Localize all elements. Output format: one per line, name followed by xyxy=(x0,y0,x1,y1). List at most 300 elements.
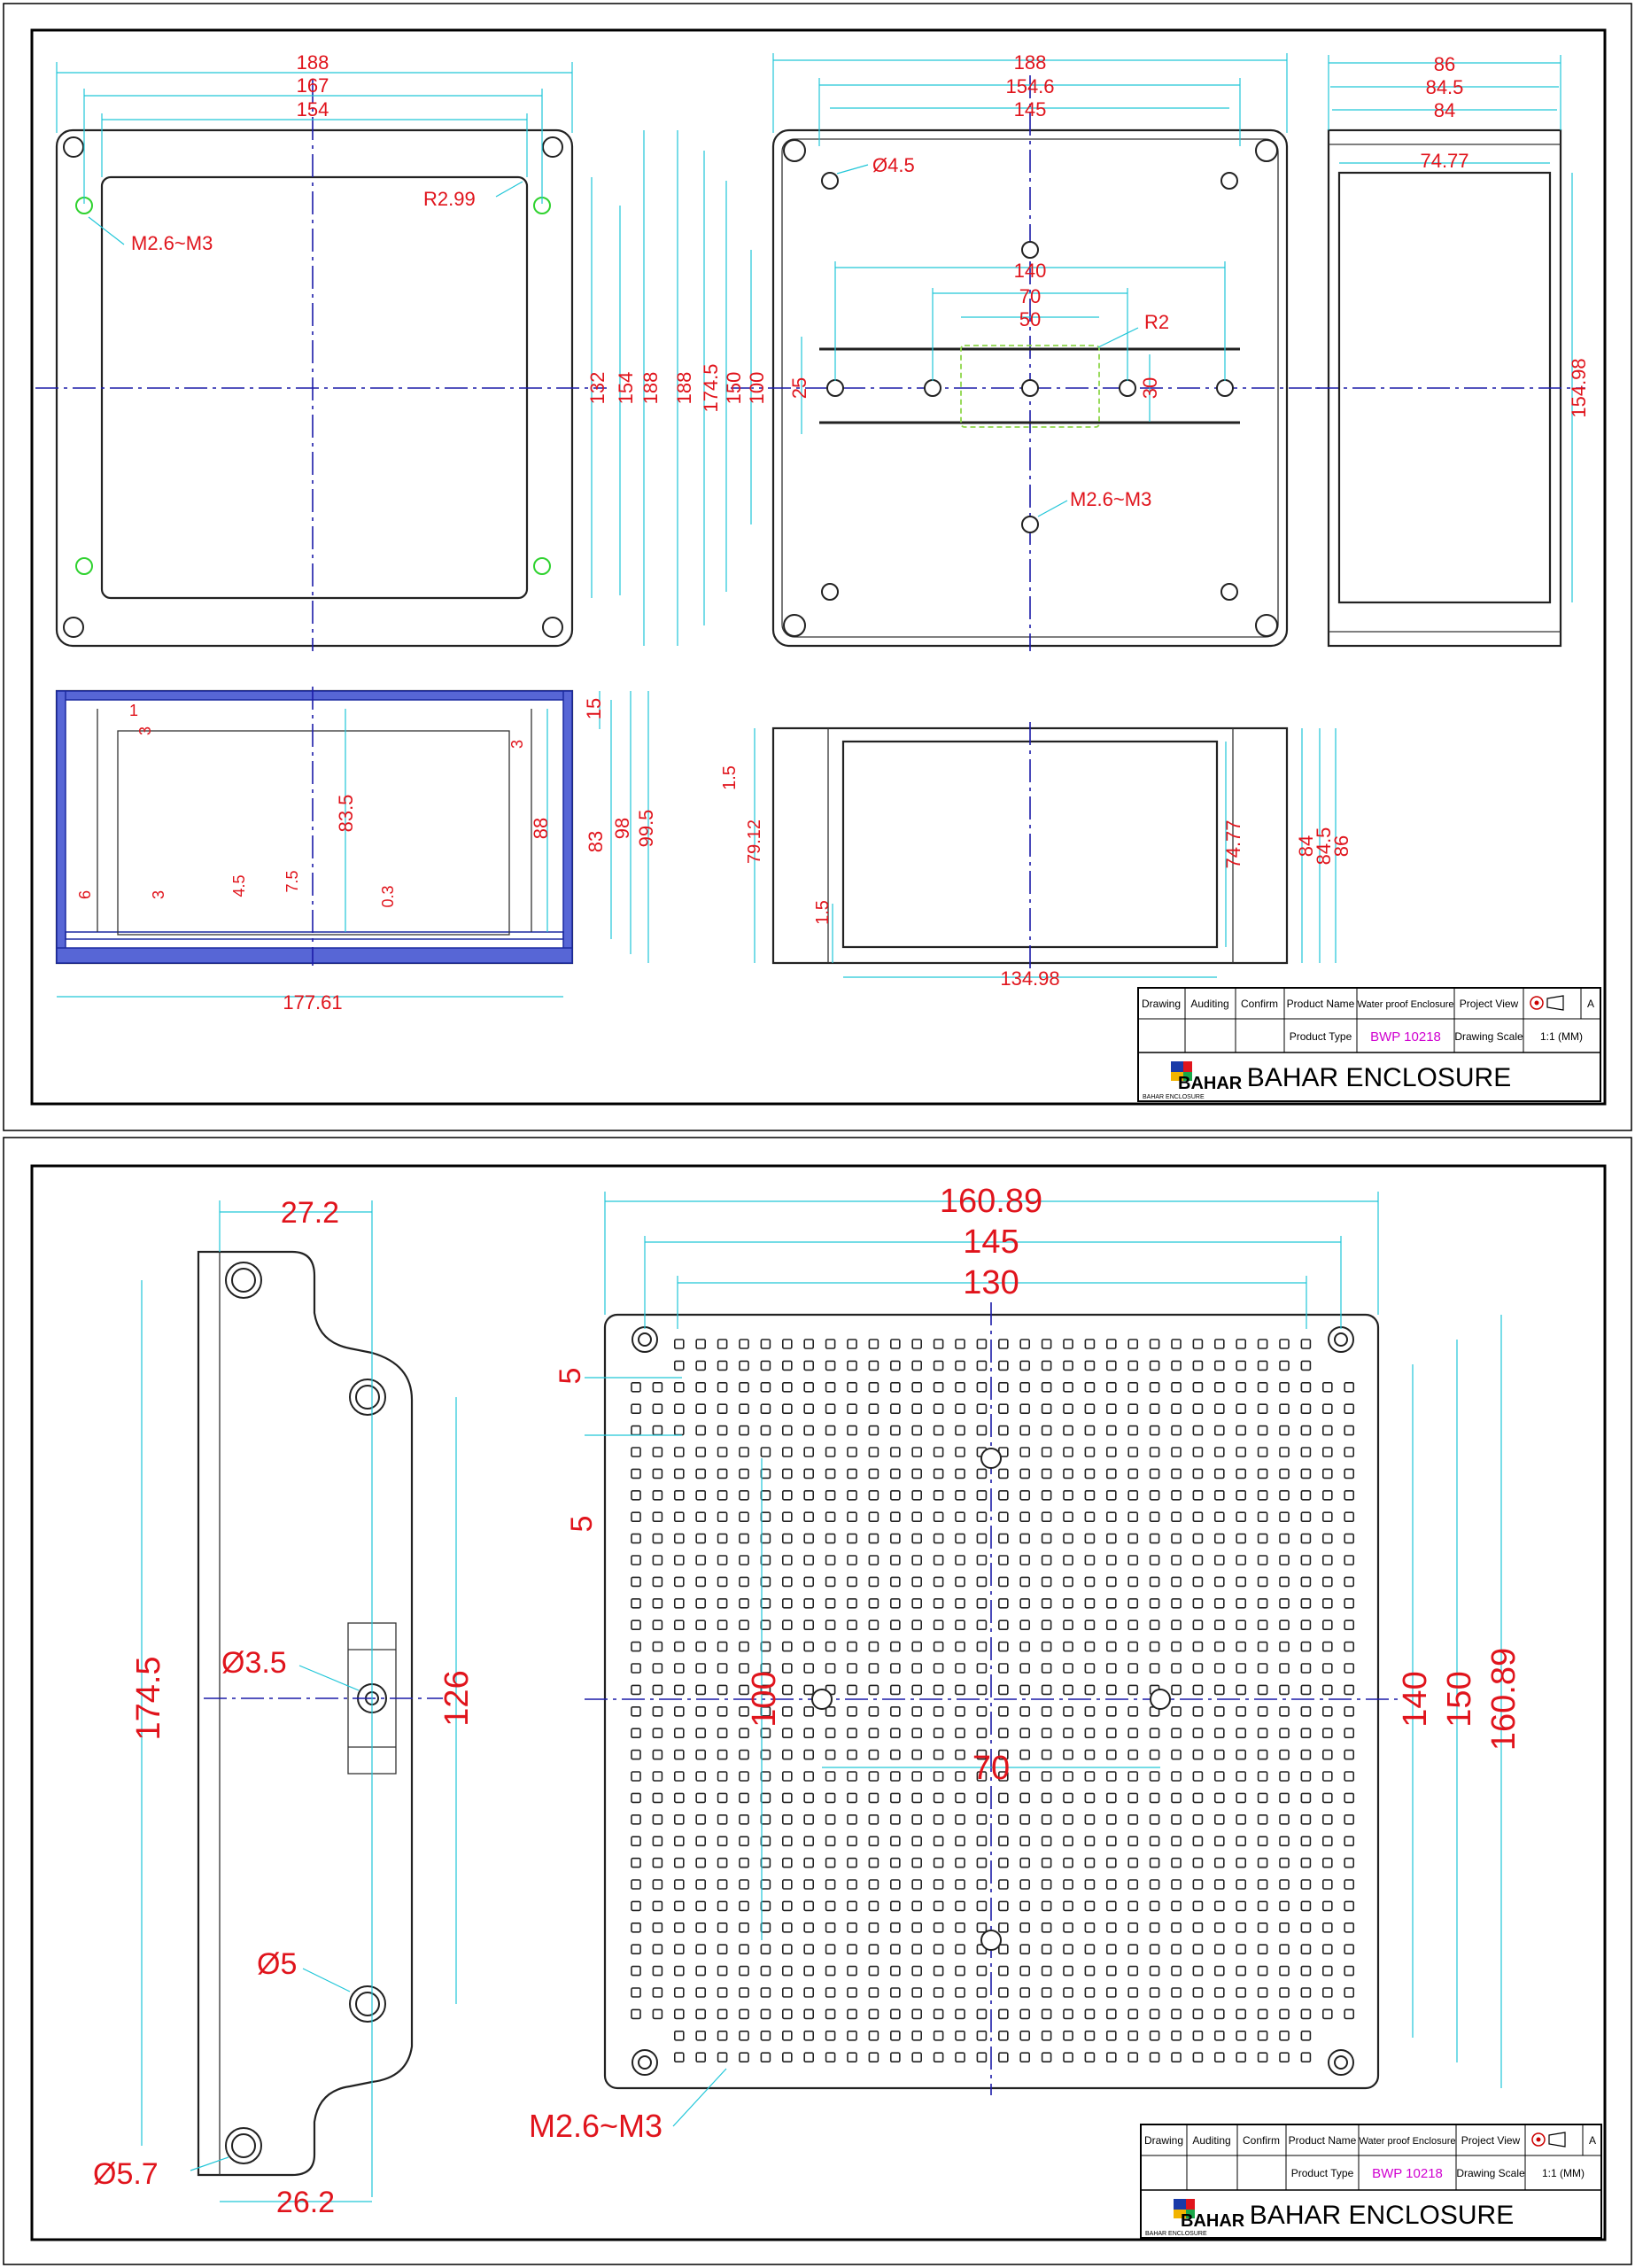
perforation-slot xyxy=(761,2053,770,2062)
perforation-slot xyxy=(826,1859,835,1868)
perforation-slot xyxy=(1107,1643,1116,1651)
perforation-slot xyxy=(1344,1685,1353,1694)
perforation-slot xyxy=(1151,1880,1159,1889)
perforation-slot xyxy=(675,1967,684,1976)
perforation-slot xyxy=(761,1837,770,1845)
perforation-slot xyxy=(1172,1793,1181,1802)
perforation-slot xyxy=(1236,1793,1245,1802)
perforation-slot xyxy=(956,2053,965,2062)
perforation-slot xyxy=(1020,1340,1029,1348)
perforation-slot xyxy=(1085,1620,1094,1629)
perforation-slot xyxy=(1107,1728,1116,1737)
perforation-slot xyxy=(1280,1448,1289,1456)
perforation-slot xyxy=(1042,1643,1051,1651)
perforation-slot xyxy=(1280,1880,1289,1889)
perforation-slot xyxy=(1259,1923,1267,1932)
perforation-slot xyxy=(1064,1340,1073,1348)
perforation-slot xyxy=(869,1988,878,1997)
perforation-slot xyxy=(934,1664,943,1673)
perforation-slot xyxy=(1259,1967,1267,1976)
perforation-slot xyxy=(696,2009,705,2018)
perforation-slot xyxy=(653,1512,662,1521)
tb-product-type: BWP 10218 xyxy=(1372,2166,1443,2181)
perforation-slot xyxy=(1193,1859,1202,1868)
perforation-slot xyxy=(912,1837,921,1845)
perforation-slot xyxy=(1280,1643,1289,1651)
perforation-slot xyxy=(740,1901,748,1910)
perforation-slot xyxy=(696,1967,705,1976)
perforation-slot xyxy=(1107,1901,1116,1910)
perforation-slot xyxy=(1280,1404,1289,1413)
perforation-slot xyxy=(783,1383,792,1392)
perforation-slot xyxy=(1259,2031,1267,2040)
perforation-slot xyxy=(912,1577,921,1586)
perforation-slot xyxy=(1236,1664,1245,1673)
perforation-slot xyxy=(804,1685,813,1694)
perforation-slot xyxy=(783,1901,792,1910)
perforation-slot xyxy=(632,1967,640,1976)
dim-99-5: 99.5 xyxy=(635,809,657,848)
perforation-slot xyxy=(869,1599,878,1608)
perforation-slot xyxy=(1042,1599,1051,1608)
perforation-slot xyxy=(1128,1340,1137,1348)
perforation-slot xyxy=(934,1728,943,1737)
perforation-slot xyxy=(740,1383,748,1392)
perforation-slot xyxy=(826,2009,835,2018)
perforation-slot xyxy=(804,1577,813,1586)
perforation-slot xyxy=(1323,1967,1332,1976)
perforation-slot xyxy=(1085,2031,1094,2040)
perforation-slot xyxy=(718,1772,727,1781)
perforation-slot xyxy=(934,1491,943,1500)
perforation-slot xyxy=(740,1577,748,1586)
perforation-slot xyxy=(1020,1469,1029,1478)
perforation-slot xyxy=(1301,1448,1310,1456)
perforation-slot xyxy=(1107,1837,1116,1845)
perforation-slot xyxy=(1344,1751,1353,1759)
perforation-slot xyxy=(1344,1620,1353,1629)
perforation-slot xyxy=(1193,1923,1202,1932)
perforation-slot xyxy=(675,1599,684,1608)
perforation-slot xyxy=(1193,1469,1202,1478)
perforation-slot xyxy=(1344,1643,1353,1651)
perforation-slot xyxy=(1193,1815,1202,1824)
dim-79-12: 79.12 xyxy=(745,819,764,865)
perforation-slot xyxy=(783,1923,792,1932)
perforation-slot xyxy=(804,1772,813,1781)
perforation-slot xyxy=(696,1383,705,1392)
perforation-slot xyxy=(718,1664,727,1673)
tb-scale: 1:1 (MM) xyxy=(1542,2167,1585,2179)
perforation-slot xyxy=(999,1404,1008,1413)
perforation-slot xyxy=(1128,1772,1137,1781)
perforation-slot xyxy=(934,1859,943,1868)
perforation-slot xyxy=(912,1685,921,1694)
perforation-slot xyxy=(1193,1988,1202,1997)
perforation-slot xyxy=(977,2053,986,2062)
perforation-slot xyxy=(1236,1772,1245,1781)
perforation-slot xyxy=(783,1643,792,1651)
perforation-slot xyxy=(653,1988,662,1997)
perforation-slot xyxy=(891,1793,900,1802)
perforation-slot xyxy=(999,2031,1008,2040)
hole-label: Ø4.5 xyxy=(872,154,915,176)
perforation-slot xyxy=(1107,1448,1116,1456)
perforation-slot xyxy=(1259,1512,1267,1521)
perforation-slot xyxy=(632,1599,640,1608)
perforation-slot xyxy=(977,1967,986,1976)
perforation-slot xyxy=(783,1361,792,1370)
perforation-slot xyxy=(804,1620,813,1629)
perforation-slot xyxy=(1151,1426,1159,1435)
perforation-slot xyxy=(826,1815,835,1824)
perforation-slot xyxy=(848,1620,856,1629)
perforation-slot xyxy=(1301,1772,1310,1781)
perforation-slot xyxy=(804,1426,813,1435)
dim-86v: 86 xyxy=(1330,835,1352,858)
perforation-slot xyxy=(1280,1793,1289,1802)
perforation-slot xyxy=(1128,1383,1137,1392)
perforation-slot xyxy=(848,1751,856,1759)
perforation-slot xyxy=(1280,1340,1289,1348)
perforation-slot xyxy=(1172,1404,1181,1413)
perforation-slot xyxy=(653,1707,662,1716)
perforation-slot xyxy=(632,1880,640,1889)
perforation-slot xyxy=(848,1383,856,1392)
perforation-slot xyxy=(869,1815,878,1824)
radius-label: R2.99 xyxy=(423,188,476,210)
perforation-slot xyxy=(1323,1448,1332,1456)
perforation-slot xyxy=(740,1404,748,1413)
perforation-slot xyxy=(1259,1448,1267,1456)
perforation-slot xyxy=(1215,2031,1224,2040)
perforation-slot xyxy=(1042,1491,1051,1500)
perforation-slot xyxy=(1064,1728,1073,1737)
perforation-slot xyxy=(1020,1815,1029,1824)
perforation-slot xyxy=(1301,1685,1310,1694)
screw-label: M2.6~M3 xyxy=(529,2108,663,2144)
perforation-slot xyxy=(1259,1620,1267,1629)
perforation-slot xyxy=(718,1901,727,1910)
perforation-slot xyxy=(1064,1815,1073,1824)
perforation-slot xyxy=(1151,1751,1159,1759)
perforation-slot xyxy=(1064,1793,1073,1802)
perforation-slot xyxy=(1280,1859,1289,1868)
logo-sub: BAHAR ENCLOSURE xyxy=(1145,2231,1207,2237)
perforation-slot xyxy=(1259,2053,1267,2062)
perforation-slot xyxy=(848,1404,856,1413)
tb-product-name: Water proof Enclosure xyxy=(1359,2136,1456,2147)
perforation-slot xyxy=(956,1815,965,1824)
perforation-slot xyxy=(1193,1620,1202,1629)
perforation-slot xyxy=(1107,1426,1116,1435)
perforation-slot xyxy=(1151,1620,1159,1629)
dim-145: 145 xyxy=(1013,98,1047,120)
perforation-slot xyxy=(869,1945,878,1953)
dim-83-5: 83.5 xyxy=(335,794,357,833)
perforation-slot xyxy=(1301,1664,1310,1673)
perforation-slot xyxy=(1193,1728,1202,1737)
perforation-slot xyxy=(1151,1945,1159,1953)
perforation-slot xyxy=(1259,1751,1267,1759)
perforation-slot xyxy=(696,1469,705,1478)
perforation-slot xyxy=(848,1815,856,1824)
perforation-slot xyxy=(999,2009,1008,2018)
perforation-slot xyxy=(1085,1599,1094,1608)
perforation-slot xyxy=(999,1859,1008,1868)
perforation-slot xyxy=(912,1599,921,1608)
perforation-slot xyxy=(1151,2009,1159,2018)
perforation-slot xyxy=(804,1967,813,1976)
perforation-slot xyxy=(1020,1383,1029,1392)
perforation-slot xyxy=(1151,2031,1159,2040)
company-name: BAHAR ENCLOSURE xyxy=(1246,1063,1512,1092)
perforation-slot xyxy=(869,1361,878,1370)
dim-30: 30 xyxy=(1139,377,1161,400)
perforation-slot xyxy=(1042,1707,1051,1716)
perforation-slot xyxy=(1193,2053,1202,2062)
perforation-slot xyxy=(1085,1448,1094,1456)
perforation-slot xyxy=(653,1685,662,1694)
perforation-slot xyxy=(956,1751,965,1759)
title-block-2 xyxy=(1141,2124,1601,2238)
perforation-slot xyxy=(1064,1448,1073,1456)
perforation-slot xyxy=(1301,1404,1310,1413)
perforation-slot xyxy=(977,1599,986,1608)
perforation-slot xyxy=(934,1469,943,1478)
perforation-slot xyxy=(783,1837,792,1845)
dim-150: 150 xyxy=(723,371,745,405)
perforation-slot xyxy=(869,1859,878,1868)
perforation-slot xyxy=(999,1837,1008,1845)
front-view xyxy=(35,51,662,651)
perforation-slot xyxy=(783,1491,792,1500)
perforation-slot xyxy=(696,1556,705,1565)
perforation-slot xyxy=(783,2009,792,2018)
perforation-slot xyxy=(804,1707,813,1716)
perforation-slot xyxy=(1151,1859,1159,1868)
perforation-slot xyxy=(718,1620,727,1629)
perforation-slot xyxy=(653,1448,662,1456)
perforation-slot xyxy=(956,1685,965,1694)
perforation-slot xyxy=(1280,1577,1289,1586)
perforation-slot xyxy=(934,1404,943,1413)
perforation-slot xyxy=(1301,1901,1310,1910)
dim-84v: 84 xyxy=(1295,835,1317,858)
perforation-slot xyxy=(696,1577,705,1586)
perforation-slot xyxy=(632,1404,640,1413)
perforation-slot xyxy=(1151,1340,1159,1348)
perforation-slot xyxy=(632,1685,640,1694)
perforation-slot xyxy=(1301,1945,1310,1953)
perforation-slot xyxy=(675,1643,684,1651)
perforation-slot xyxy=(1151,1512,1159,1521)
perforation-slot xyxy=(826,1340,835,1348)
perforation-slot xyxy=(804,1361,813,1370)
perforation-slot xyxy=(1172,1880,1181,1889)
perforation-slot xyxy=(675,1534,684,1543)
perforation-slot xyxy=(891,1664,900,1673)
perforation-slot xyxy=(1128,1988,1137,1997)
perforation-slot xyxy=(1085,1577,1094,1586)
perforation-slot xyxy=(1085,1426,1094,1435)
perforation-slot xyxy=(977,1707,986,1716)
perforation-slot xyxy=(1301,1751,1310,1759)
perforation-slot xyxy=(696,1988,705,1997)
perforation-slot xyxy=(761,2009,770,2018)
perforation-slot xyxy=(1107,1404,1116,1413)
tb-product-name-label: Product Name xyxy=(1288,2134,1357,2147)
perforation-slot xyxy=(1128,1793,1137,1802)
perforation-slot xyxy=(1259,1664,1267,1673)
perforation-slot xyxy=(977,1469,986,1478)
perforation-slot xyxy=(826,1793,835,1802)
perforation-slot xyxy=(1323,1945,1332,1953)
perforation-slot xyxy=(956,2031,965,2040)
perforation-slot xyxy=(696,1534,705,1543)
perforation-slot xyxy=(696,1491,705,1500)
perforation-slot xyxy=(1215,1901,1224,1910)
perforation-slot xyxy=(1215,1815,1224,1824)
perforation-slot xyxy=(1344,1404,1353,1413)
perforation-slot xyxy=(1042,1383,1051,1392)
perforation-slot xyxy=(1020,1880,1029,1889)
perforation-slot xyxy=(783,1815,792,1824)
perforation-slot xyxy=(783,1859,792,1868)
end-view xyxy=(720,722,1352,990)
perforation-slot xyxy=(891,1361,900,1370)
perforation-slot xyxy=(934,1426,943,1435)
perforation-slot xyxy=(804,1534,813,1543)
perforation-slot xyxy=(912,1383,921,1392)
perforation-slot xyxy=(1020,1751,1029,1759)
perforation-slot xyxy=(1151,1643,1159,1651)
perforation-slot xyxy=(1020,1361,1029,1370)
perforation-slot xyxy=(1215,1469,1224,1478)
perforation-slot xyxy=(891,1707,900,1716)
perforation-slot xyxy=(826,1772,835,1781)
perforation-slot xyxy=(977,1664,986,1673)
perforation-slot xyxy=(1020,1512,1029,1521)
perforation-slot xyxy=(1128,1577,1137,1586)
corner-hole xyxy=(64,137,83,157)
perforation-slot xyxy=(1259,1599,1267,1608)
perforation-slot xyxy=(718,1707,727,1716)
perforation-slot xyxy=(740,1556,748,1565)
perforation-slot xyxy=(891,1469,900,1478)
perforation-slot xyxy=(783,2053,792,2062)
perforation-slot xyxy=(848,1859,856,1868)
perforation-slot xyxy=(1215,1945,1224,1953)
perforation-slot xyxy=(1042,1620,1051,1629)
perforation-slot xyxy=(653,1793,662,1802)
perforation-slot xyxy=(1280,1988,1289,1997)
perforation-slot xyxy=(1128,1448,1137,1456)
perforation-slot xyxy=(912,1426,921,1435)
perforation-slot xyxy=(956,1988,965,1997)
perforation-slot xyxy=(761,1469,770,1478)
perforation-slot xyxy=(761,1340,770,1348)
perforation-slot xyxy=(891,2053,900,2062)
dim-4-5: 4.5 xyxy=(230,874,248,897)
perforation-slot xyxy=(1151,1772,1159,1781)
perforation-slot xyxy=(1344,1923,1353,1932)
perforation-slot xyxy=(783,1793,792,1802)
perforation-slot xyxy=(869,1967,878,1976)
perforation-slot xyxy=(1020,1728,1029,1737)
perforation-slot xyxy=(1259,1945,1267,1953)
perforation-slot xyxy=(977,1620,986,1629)
perforation-slot xyxy=(956,1967,965,1976)
perforation-slot xyxy=(804,2053,813,2062)
perforation-slot xyxy=(1042,1988,1051,1997)
perforation-slot xyxy=(1344,1534,1353,1543)
perforation-slot xyxy=(1301,1512,1310,1521)
perforation-slot xyxy=(1323,1404,1332,1413)
perforation-slot xyxy=(999,1340,1008,1348)
screw-hole xyxy=(76,558,92,574)
perforation-slot xyxy=(1323,1491,1332,1500)
perforation-slot xyxy=(1280,1707,1289,1716)
dim-86: 86 xyxy=(1433,53,1456,75)
perforation-slot xyxy=(1193,1448,1202,1456)
perforation-slot xyxy=(1323,1599,1332,1608)
perforation-slot xyxy=(761,1620,770,1629)
perforation-slot xyxy=(912,1534,921,1543)
perforation-slot xyxy=(934,1556,943,1565)
perforation-slot xyxy=(1215,1534,1224,1543)
perforation-slot xyxy=(653,1383,662,1392)
perforation-slot xyxy=(1172,1945,1181,1953)
perforation-slot xyxy=(1259,1837,1267,1845)
perforation-slot xyxy=(783,1577,792,1586)
perforation-slot xyxy=(999,1707,1008,1716)
perforation-slot xyxy=(1215,1967,1224,1976)
perforation-slot xyxy=(934,2031,943,2040)
perforation-slot xyxy=(718,1448,727,1456)
perforation-slot xyxy=(804,1469,813,1478)
perforation-slot xyxy=(1064,1534,1073,1543)
perforation-slot xyxy=(934,2053,943,2062)
perforation-slot xyxy=(675,1620,684,1629)
tb-drawing: Drawing xyxy=(1143,2134,1184,2147)
perforation-slot xyxy=(1280,1923,1289,1932)
perforation-slot xyxy=(999,1556,1008,1565)
perforation-slot xyxy=(912,1923,921,1932)
tb-product-type-label: Product Type xyxy=(1290,2167,1354,2179)
perforation-slot xyxy=(696,1772,705,1781)
perforation-slot xyxy=(1172,1901,1181,1910)
perforation-slot xyxy=(740,1469,748,1478)
perforation-slot xyxy=(1344,2009,1353,2018)
perforation-slot xyxy=(1280,2031,1289,2040)
perforation-slot xyxy=(1280,1620,1289,1629)
perforation-slot xyxy=(1323,1815,1332,1824)
perforation-slot xyxy=(1193,1361,1202,1370)
perforation-slot xyxy=(1323,1859,1332,1868)
perforation-slot xyxy=(1323,1772,1332,1781)
screw-hole xyxy=(534,558,550,574)
perforation-slot xyxy=(653,1599,662,1608)
perforation-slot xyxy=(977,2031,986,2040)
dim-1: 1 xyxy=(129,702,139,719)
perforation-slot xyxy=(632,1577,640,1586)
perforation-slot xyxy=(1064,1967,1073,1976)
perforation-slot xyxy=(848,1491,856,1500)
perforation-slot xyxy=(1344,1491,1353,1500)
perforation-slot xyxy=(869,1923,878,1932)
perforation-slot xyxy=(891,2009,900,2018)
